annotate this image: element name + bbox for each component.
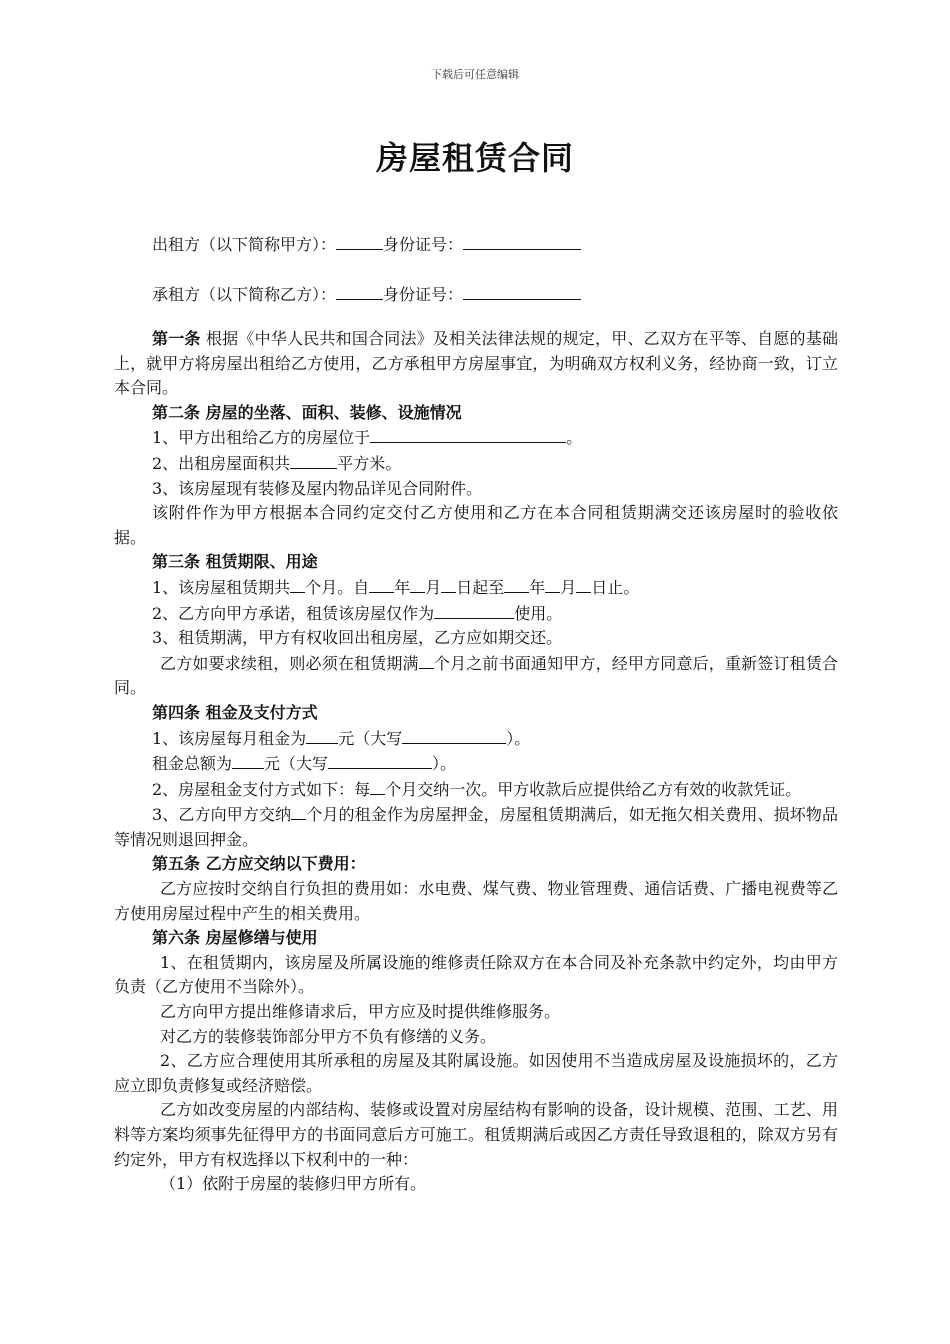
a3-i1-to: 日起至 [456,577,505,597]
location-blank[interactable] [370,425,566,443]
start-year-blank[interactable] [369,575,394,593]
renewal-notice-blank[interactable] [419,651,434,669]
party-a-id-label: 身份证号： [383,235,464,254]
a3-i1-from: 个月。自 [305,577,370,597]
party-b-name-blank[interactable] [336,283,383,300]
article-2-item-2 [114,451,838,477]
a3-i2-text: 2、乙方向甲方承诺，租赁该房屋仅作为 [152,603,435,623]
article-1 [114,327,838,401]
a2-i2-end: 平方米。 [337,453,402,473]
a4-i3-end: 个月交纳一次。甲方收款后应提供给乙方有效的收款凭证。 [385,779,802,799]
party-a-label: 出租方（以下简称甲方）： [152,235,337,254]
a3-i1-text: 1、该房屋租赁期共 [152,577,291,597]
header-note: 下载后可任意编辑 [431,68,519,81]
article-6-item-2: 乙方向甲方提出维修请求后，甲方应及时提供维修服务。 [160,1002,561,1022]
article-6-heading: 第六条 房屋修缮与使用 [152,928,318,948]
total-rent-caps-blank[interactable] [328,751,432,769]
party-b-id-blank[interactable] [463,283,581,300]
a3-i1-year2: 年 [529,577,546,597]
a4-i1-text: 1、该房屋每月租金为 [152,728,307,748]
a2-i2-text: 2、出租房屋面积共 [152,453,291,473]
usage-blank[interactable] [434,601,514,619]
a4-i2-end: ）。 [432,754,457,774]
contract-body [114,327,838,1197]
a4-i2-caps: 元（大写 [264,754,329,774]
a4-i1-caps: 元（大写 [338,728,403,748]
a2-i1-end: 。 [566,428,583,448]
end-year-blank[interactable] [504,575,529,593]
article-6-item-5: 乙方如改变房屋的内部结构、装修或设置对房屋结构有影响的设备，设计规模、范围、工艺、用料等方案均须事先征得甲方的书面同意后方可施工。租赁期满后或因乙方责任导致退租的，除双方另有约定外，甲方有权选择以下权利中的一种： [114,1100,838,1169]
a3-i2-end: 使用。 [514,603,563,623]
article-6-item-6: （1）依附于房屋的装修归甲方所有。 [160,1174,427,1194]
article-5-heading: 第五条 乙方应交纳以下费用： [152,854,366,874]
article-6-item-4: 2、乙方应合理使用其所承租的房屋及其附属设施。如因使用不当造成房屋及设施损坏的，乙方应立即负责修复或经济赔偿。 [114,1051,838,1095]
article-2-item-3: 3、该房屋现有装修及屋内物品详见合同附件。 [152,478,483,498]
party-b-line [152,282,581,305]
article-4-item-4 [114,802,838,852]
article-4-item-1 [114,726,838,752]
article-3-item-3: 3、租赁期满，甲方有权收回出租房屋，乙方应如期交还。 [152,628,563,648]
a4-i2-text: 租金总额为 [152,754,233,774]
a4-i1-end: ）。 [506,728,531,748]
payment-interval-blank[interactable] [370,777,385,795]
article-1-heading: 第一条 [152,329,201,348]
a3-i1-year: 年 [394,577,411,597]
article-4-item-2 [114,751,838,777]
end-day-blank[interactable] [576,575,591,593]
party-a-id-blank[interactable] [463,233,581,250]
article-3-item-1 [114,575,838,601]
article-3-item-4 [114,651,838,701]
a4-i4-end: 个月的租金作为房屋押金，房屋租赁期满后，如无拖欠相关费用、损坏物品等情况则退回押金。 [114,805,838,849]
article-3-item-2 [114,601,838,627]
a3-i1-month: 月 [425,577,442,597]
area-blank[interactable] [290,451,337,469]
article-3-heading: 第三条 租赁期限、用途 [152,552,318,572]
total-rent-blank[interactable] [232,751,264,769]
article-2-item-4: 该附件作为甲方根据本合同约定交付乙方使用和乙方在本合同租赁期满交还该房屋时的验收依据。 [114,503,838,547]
party-a-name-blank[interactable] [336,233,383,250]
party-b-id-label: 身份证号： [383,285,464,304]
article-5-item-1: 乙方应按时交纳自行负担的费用如：水电费、煤气费、物业管理费、通信话费、广播电视费等乙方使用房屋过程中产生的相关费用。 [114,879,838,923]
party-b-label: 承租方（以下简称乙方）： [152,285,337,304]
a3-i1-month2: 月 [560,577,577,597]
term-months-blank[interactable] [290,575,305,593]
article-2-heading: 第二条 房屋的坐落、面积、装修、设施情况 [152,402,462,422]
party-a-line [152,232,581,255]
a4-i3-text: 2、房屋租金支付方式如下：每 [152,779,371,799]
start-month-blank[interactable] [410,575,425,593]
deposit-months-blank[interactable] [291,802,306,820]
article-6-item-1: 1、在租赁期内，该房屋及所属设施的维修责任除双方在本合同及补充条款中约定外，均由甲方负责（乙方使用不当除外）。 [114,952,838,997]
a3-i4-end: 个月之前书面通知甲方，经甲方同意后，重新签订租赁合同。 [114,653,838,698]
monthly-rent-caps-blank[interactable] [402,726,506,744]
contract-title: 房屋租赁合同 [375,139,574,177]
article-1-text: 根据《中华人民共和国合同法》及相关法律法规的规定，甲、乙双方在平等、自愿的基础上，就甲方将房屋出租给乙方使用，乙方承租甲方房屋事宜，为明确双方权利义务，经协商一致，订立本合同。 [114,329,838,398]
article-4-heading: 第四条 租金及支付方式 [152,702,318,722]
a4-i4-text: 3、乙方向甲方交纳 [152,805,292,825]
a2-i1-text: 1、甲方出租给乙方的房屋位于 [152,428,371,448]
start-day-blank[interactable] [441,575,456,593]
article-2-item-1 [114,425,838,451]
end-month-blank[interactable] [545,575,560,593]
monthly-rent-blank[interactable] [306,726,338,744]
a3-i1-end: 日止。 [591,577,640,597]
article-6-item-3: 对乙方的装修装饰部分甲方不负有修缮的义务。 [160,1026,497,1046]
a3-i4-text: 乙方如要求续租，则必须在租赁期满 [160,653,419,673]
article-4-item-3 [114,777,838,803]
